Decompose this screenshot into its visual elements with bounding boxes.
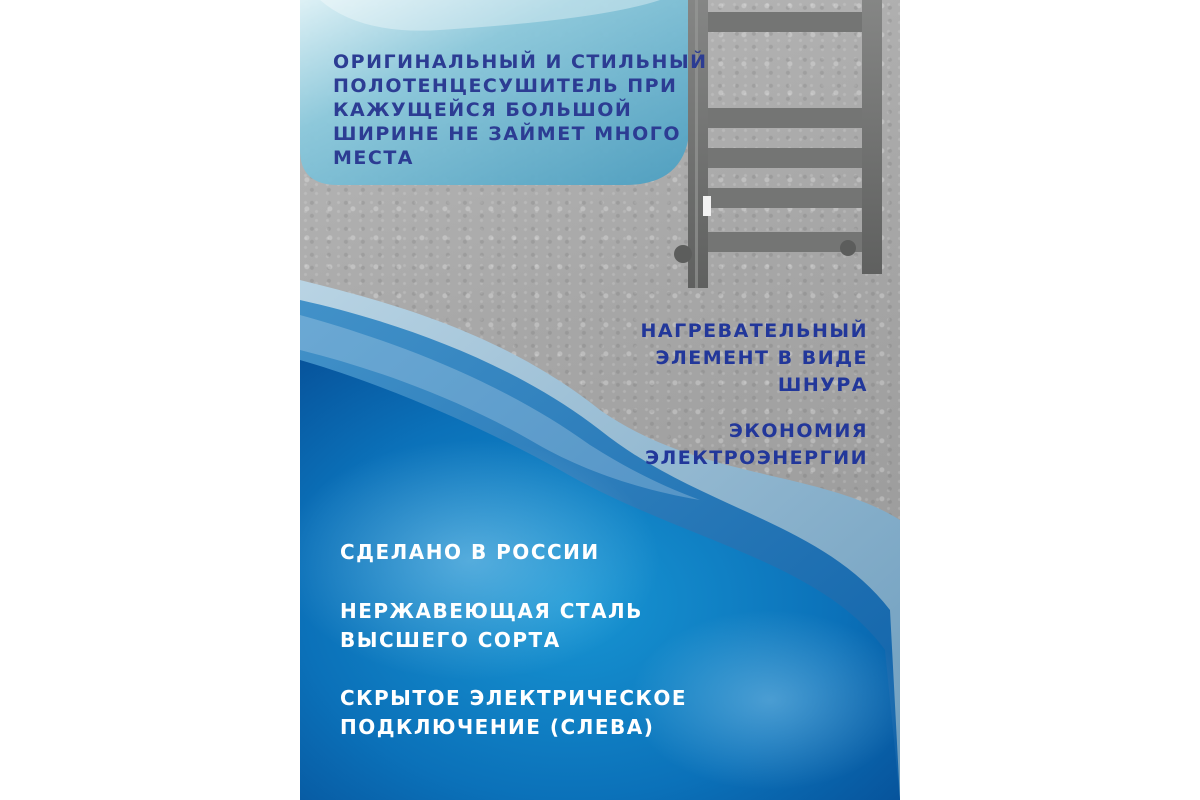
product-poster <box>300 0 900 800</box>
feature-heating-element: НАГРЕВАТЕЛЬНЫЙ ЭЛЕМЕНТ В ВИДЕ ШНУРА <box>640 320 868 396</box>
feature-stainless-steel: НЕРЖАВЕЮЩАЯ СТАЛЬ ВЫСШЕГО СОРТА <box>340 599 643 652</box>
card-description: ОРИГИНАЛЬНЫЙ И СТИЛЬНЫЙ ПОЛОТЕНЦЕСУШИТЕЛЬ ПРИ КАЖУЩЕЙСЯ БОЛЬШОЙ ШИРИНЕ НЕ ЗАЙМЕТ МНОГО МЕСТА <box>333 51 708 169</box>
feature-energy-saving: ЭКОНОМИЯ ЭЛЕКТРОЭНЕРГИИ <box>645 420 868 469</box>
feature-made-in-russia: СДЕЛАНО В РОССИИ <box>340 540 600 564</box>
feature-hidden-connection: СКРЫТОЕ ЭЛЕКТРИЧЕСКОЕ ПОДКЛЮЧЕНИЕ (СЛЕВА) <box>340 686 688 739</box>
